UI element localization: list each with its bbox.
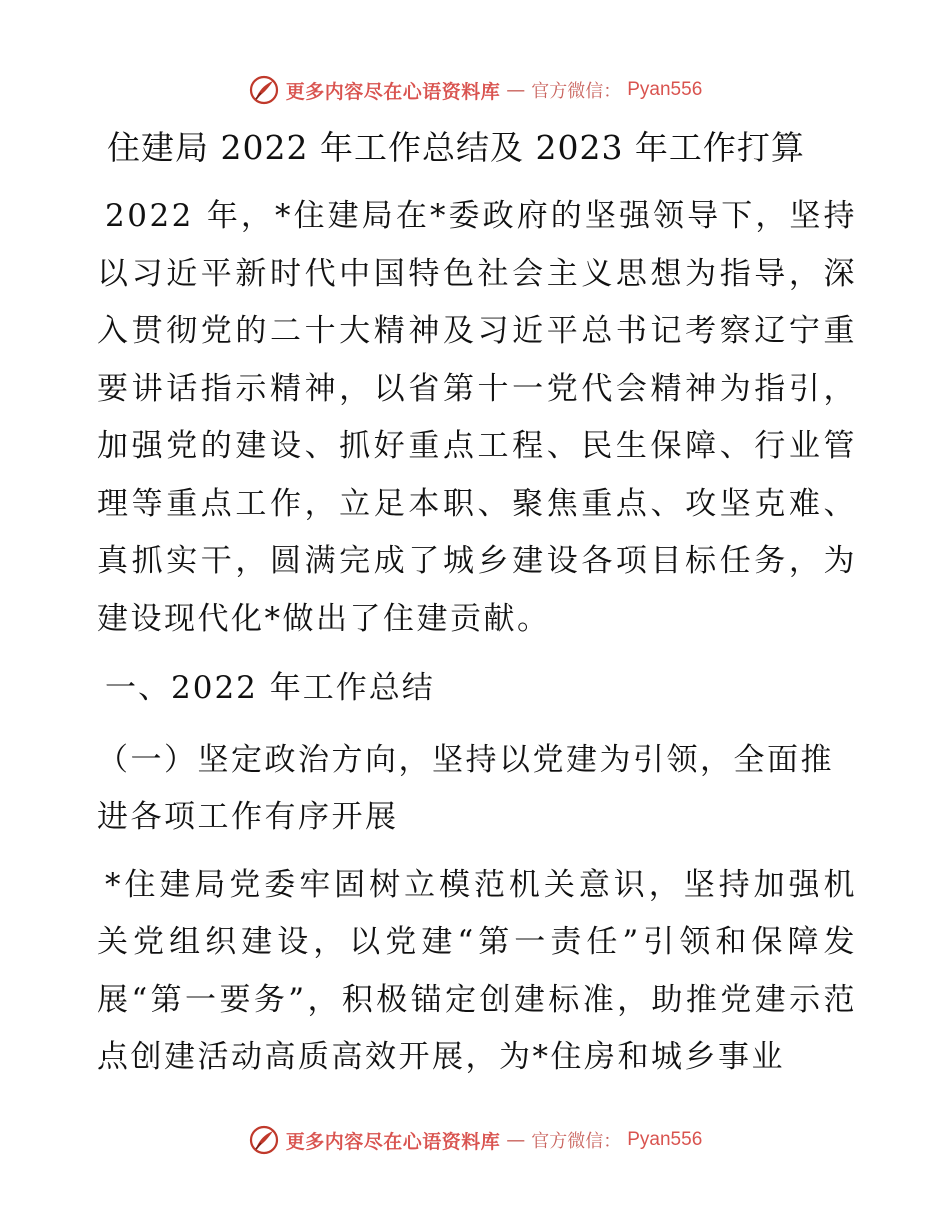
intro-paragraph: 2022 年，*住建局在*委政府的坚强领导下，坚持以习近平新时代中国特色社会主义思想为指导，深入贯彻党的二十大精神及习近平总书记考察辽宁重要讲话指示精神，以省第十一党代会精神为指引，加强党的建设、抓好重点工程、民生保障、行业管理等重点工作，立足本职、聚焦重点、攻坚克难、真抓实干，圆满完成了城乡建设各项目标任务，为建设现代化*做出了住建贡献。 [97, 198, 857, 637]
watermark-suffix: 官方微信： [531, 81, 622, 102]
subsection-heading-1: （一）坚定政治方向，坚持以党建为引领，全面推进各项工作有序开展 [97, 741, 834, 835]
watermark-footer [0, 1120, 950, 1160]
watermark-dash: — [506, 79, 526, 101]
watermark-suffix: 官方微信： [531, 1131, 622, 1152]
quill-logo-icon [248, 74, 280, 106]
watermark-header [0, 70, 950, 110]
section-heading-1: 一、2022 年工作总结 [105, 670, 435, 706]
document-title: 住建局 2022 年工作总结及 2023 年工作打算 [107, 128, 805, 167]
watermark-wechat-id: Pyan556 [627, 1129, 703, 1150]
quill-logo-icon [248, 1124, 280, 1156]
subsection-paragraph-1: *住建局党委牢固树立模范机关意识，坚持加强机关党组织建设，以党建“第一责任”引领和保障发展“第一要务”，积极锚定创建标准，助推党建示范点创建活动高质高效开展，为*住房和城乡事业 [97, 866, 857, 1075]
watermark-dash: — [506, 1129, 526, 1151]
document-body [97, 118, 857, 1087]
watermark-main-text: 更多内容尽在心语资料库 [285, 80, 501, 103]
watermark-main-text: 更多内容尽在心语资料库 [285, 1130, 501, 1153]
watermark-wechat-id: Pyan556 [627, 79, 703, 100]
